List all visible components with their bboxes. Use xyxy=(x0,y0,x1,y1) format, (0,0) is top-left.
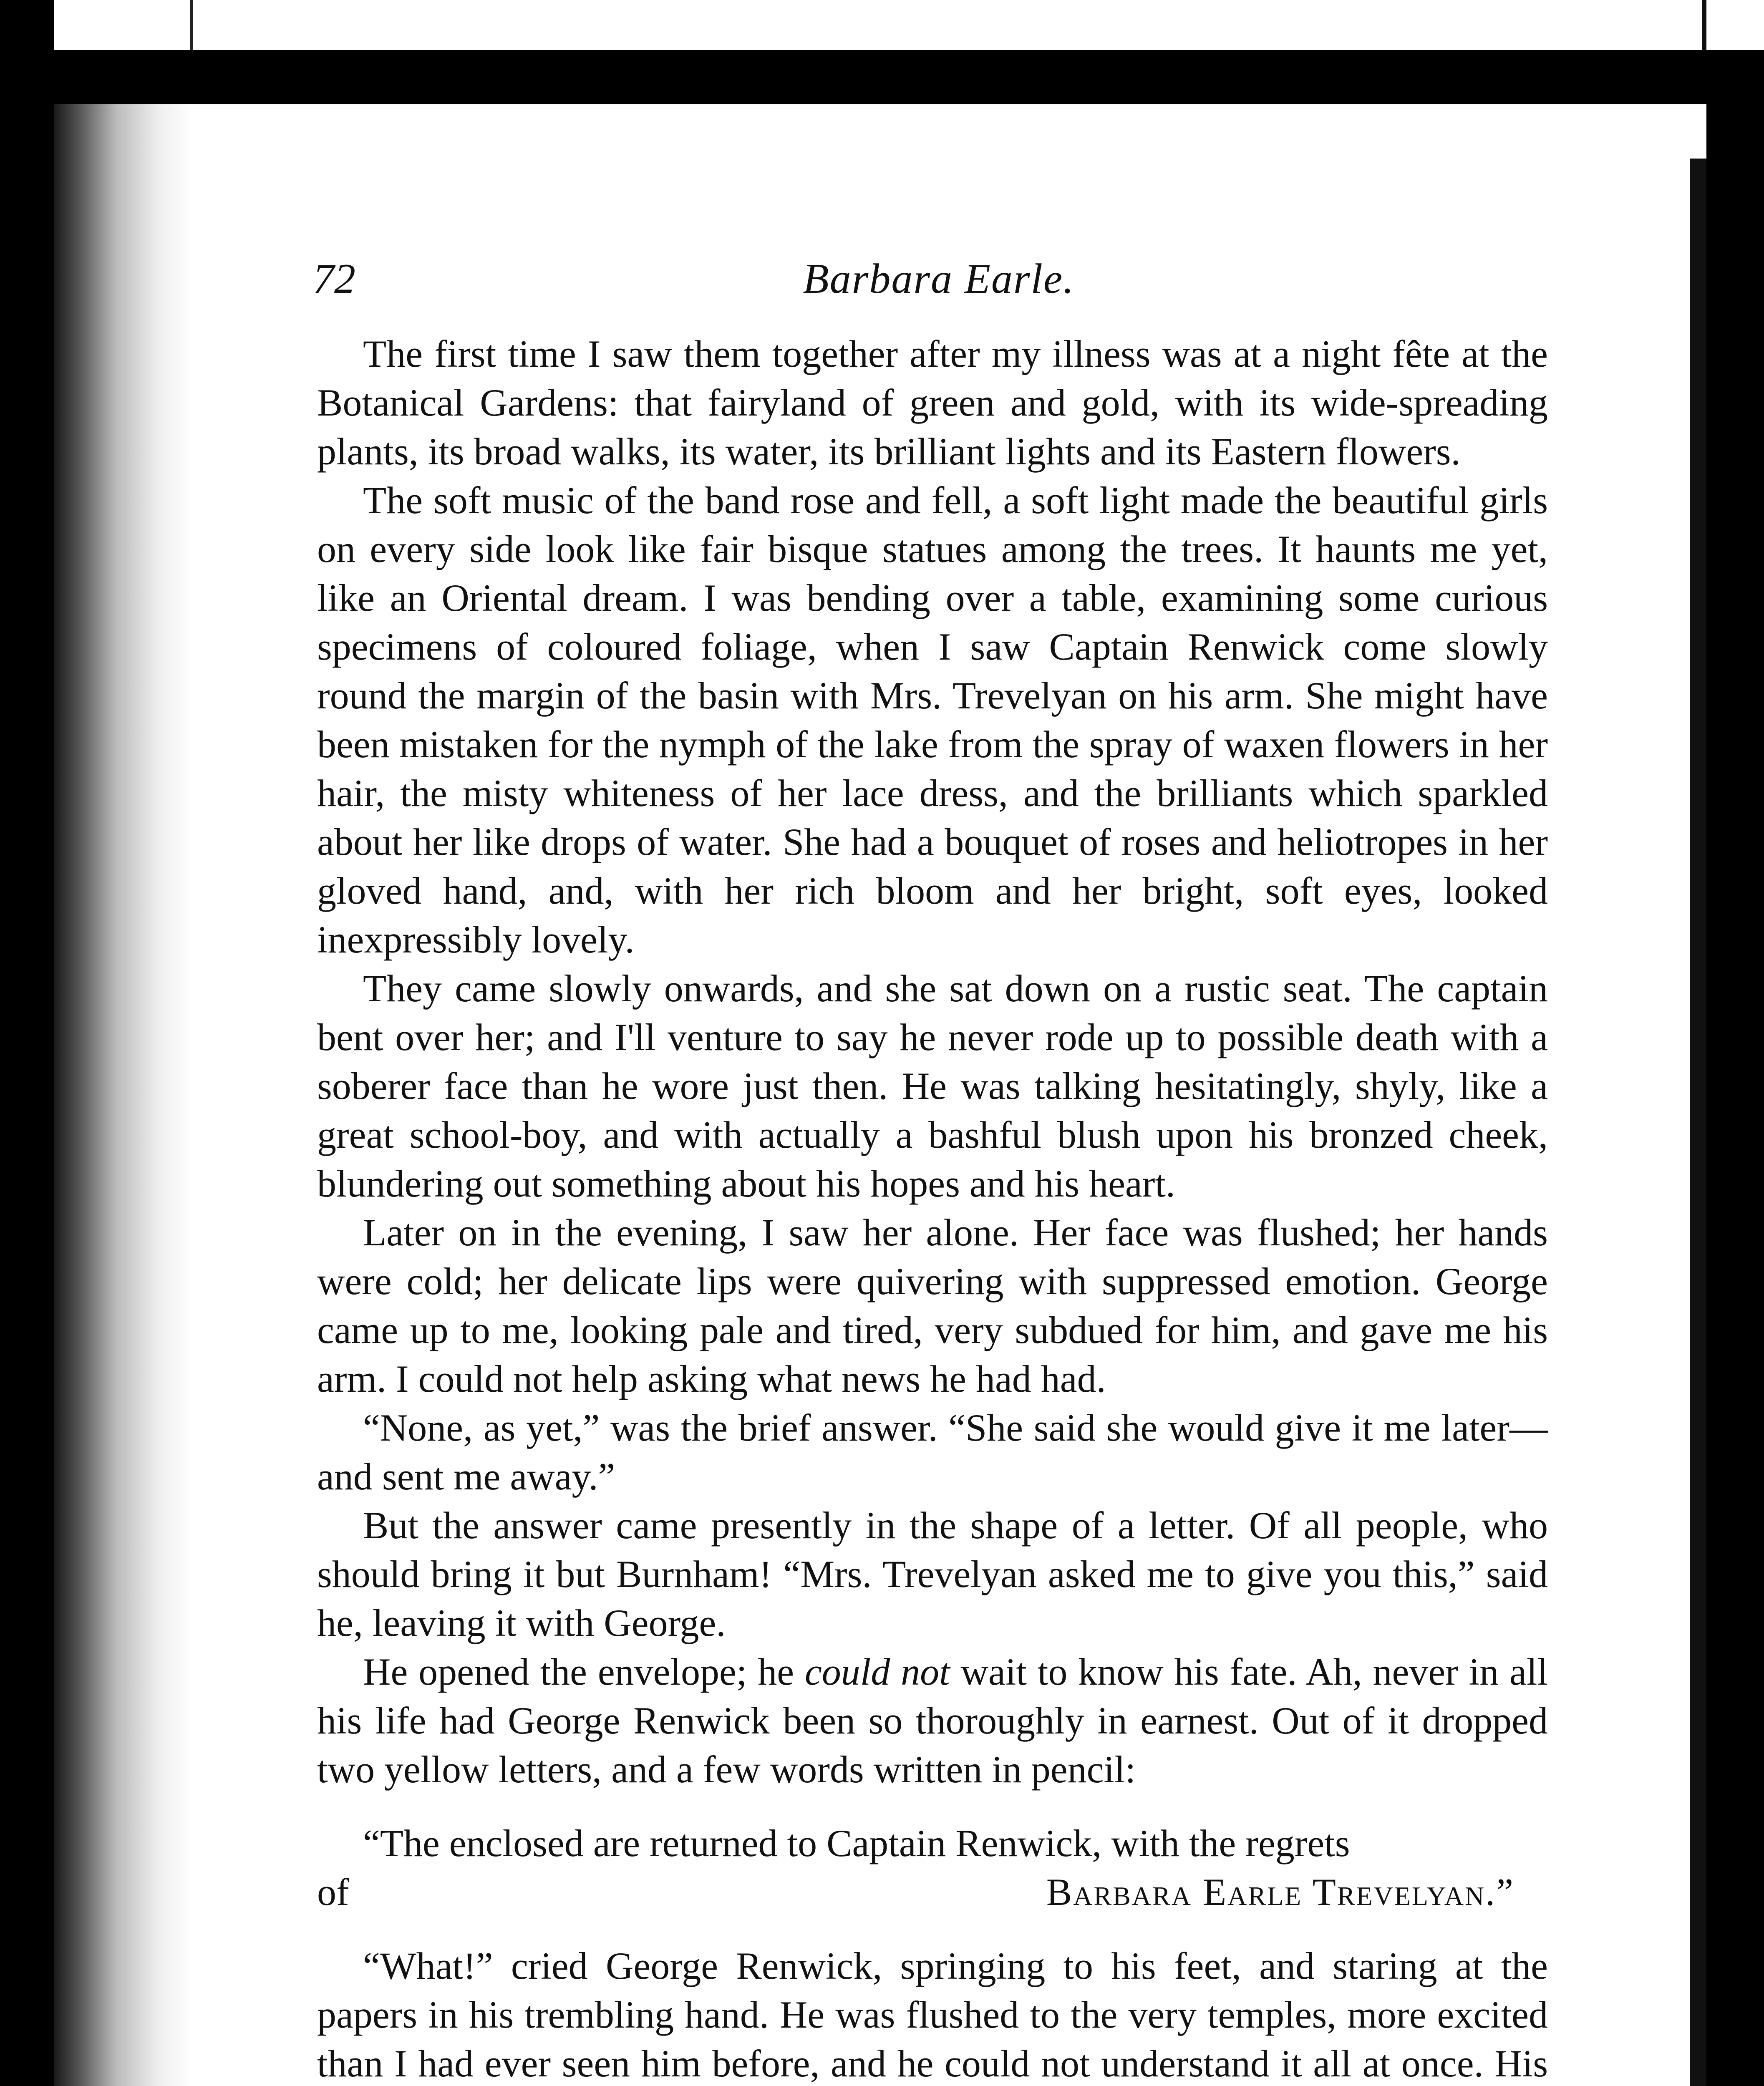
quoted-letter xyxy=(317,1819,1548,1917)
letter-signature-row xyxy=(317,1868,1548,1917)
body-text xyxy=(317,330,1548,2086)
previous-page-edge-right-line xyxy=(1702,0,1706,50)
letter-of: of xyxy=(317,1871,349,1913)
previous-page-edge xyxy=(184,0,1702,50)
running-head xyxy=(313,254,1565,317)
paragraph xyxy=(317,1648,1548,1794)
scan-border-right xyxy=(1706,104,1764,2086)
paragraph: Later on in the evening, I saw her alone. Her face was flushed; her hands were cold; her delicate lips were quivering with suppressed emotion. George came up to me, looking pale and tired, very subdued for him, and gave me his arm. I could not help asking what news he had had. xyxy=(317,1211,1548,1400)
scan-border-left xyxy=(0,0,54,2086)
paragraph: But the answer came presently in the shape of a letter. Of all people, who should bring it but Burnham! “Mrs. Trevelyan asked me to give you this,” said he, leaving it with George. xyxy=(317,1504,1548,1644)
emphasis-text: could not xyxy=(804,1650,950,1693)
scan-border-top xyxy=(0,50,1764,104)
running-title: Barbara Earle. xyxy=(803,255,1075,302)
paragraph-text: He opened the envelope; he xyxy=(363,1650,805,1693)
paragraph-text: wait to know his fate. Ah, never in all his life had George Renwick been so thoroughly in earnest. Out of it dropped two yellow letters, and a few words written in pencil: xyxy=(317,1650,1548,1791)
paragraph: “None, as yet,” was the brief answer. “She said she would give it me later—and sent me away.” xyxy=(317,1406,1548,1498)
paragraph: The first time I saw them together after my illness was at a night fête at the Botanical Gardens: that fairyland of green and gold, with its wide-spreading plants, its broad walks, its water, its brilliant lights and its Eastern flowers. xyxy=(317,333,1548,473)
paragraph: The soft music of the band rose and fell, a soft light made the beautiful girls on every side look like fair bisque statues among the trees. It haunts me yet, like an Oriental dream. I was bending over a table, examining some curious specimens of coloured foliage, when I saw Captain Renwick come slowly round the margin of the basin with Mrs. Trevelyan on his arm. She might have been mistaken for the nymph of the lake from the spray of waxen flowers in her hair, the misty whiteness of her lace dress, and the brilliants which sparkled about her like drops of water. She had a bouquet of roses and heliotropes in her gloved hand, and, with her rich bloom and her bright, soft eyes, looked inexpressibly lovely. xyxy=(317,479,1548,961)
page-number: 72 xyxy=(313,255,355,302)
paragraph: They came slowly onwards, and she sat down on a rustic seat. The captain bent over her; and I'll venture to say he never rode up to possible death with a soberer face than he wore just then. He was talking hesitatingly, shyly, like a great school-boy, and with actually a bashful blush upon his bronzed cheek, blundering out something about his hopes and his heart. xyxy=(317,967,1548,1205)
page-right-edge xyxy=(1690,159,1706,2086)
book-gutter-shadow xyxy=(54,104,192,2086)
previous-page-edge-line xyxy=(190,0,193,50)
letter-body: “The enclosed are returned to Captain Renwick, with the regrets xyxy=(363,1822,1350,1864)
paragraph: “What!” cried George Renwick, springing to his feet, and staring at the papers in his trembling hand. He was flushed to the very temples, more excited than I had ever seen him before, and he could not understand it all at once. His xyxy=(317,1945,1548,2085)
letter-signature: Barbara Earle Trevelyan.” xyxy=(1046,1871,1515,1913)
